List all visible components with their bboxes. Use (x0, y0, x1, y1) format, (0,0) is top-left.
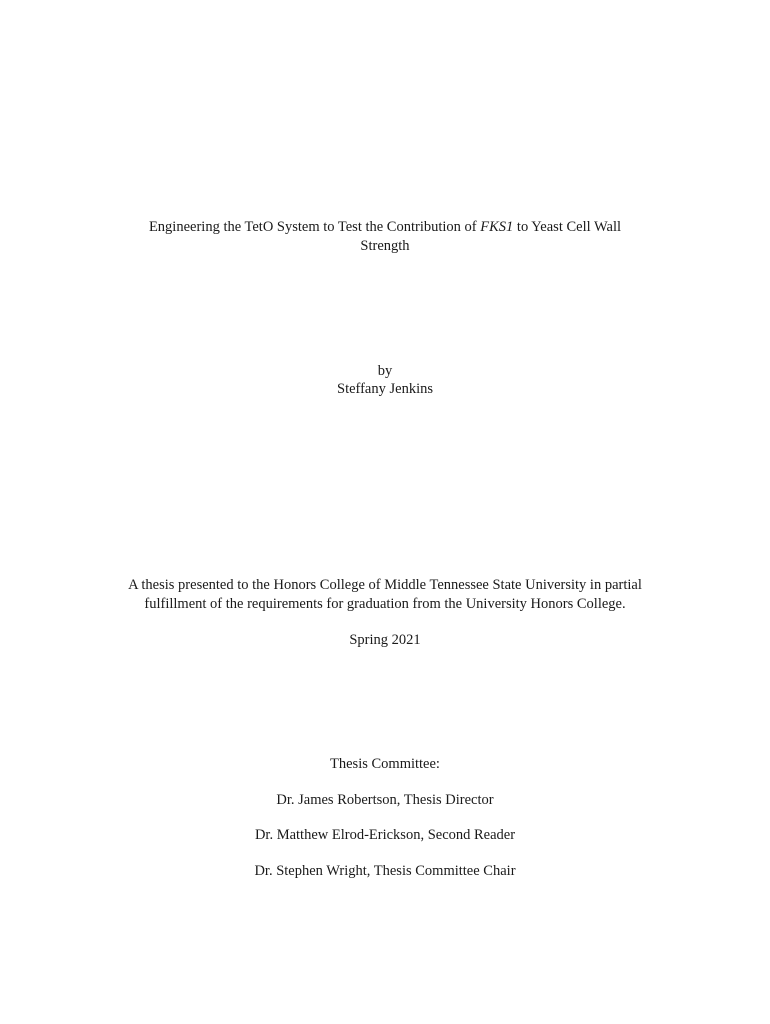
title-text-after-gene: to Yeast Cell Wall (513, 219, 622, 235)
term-date: Spring 2021 (349, 632, 421, 648)
committee-member-chair: Dr. Stephen Wright, Thesis Committee Chair (254, 863, 516, 879)
committee-member-second-reader: Dr. Matthew Elrod-Erickson, Second Reader (254, 827, 516, 843)
thesis-statement-line-2: fulfillment of the requirements for graduation from the University Honors College. (144, 596, 626, 612)
gene-name: FKS1 (480, 219, 514, 235)
author-name: Steffany Jenkins (337, 381, 433, 397)
committee-heading: Thesis Committee: (330, 756, 440, 772)
by-label: by (377, 363, 393, 379)
thesis-title-line-2: Strength (360, 238, 410, 254)
committee-member-director: Dr. James Robertson, Thesis Director (276, 792, 494, 808)
thesis-statement-line-1: A thesis presented to the Honors College of Middle Tennessee State University in partial (128, 577, 642, 593)
title-text-before-gene: Engineering the TetO System to Test the Contribution of (148, 219, 481, 235)
thesis-title-line-1 (0, 218, 770, 236)
